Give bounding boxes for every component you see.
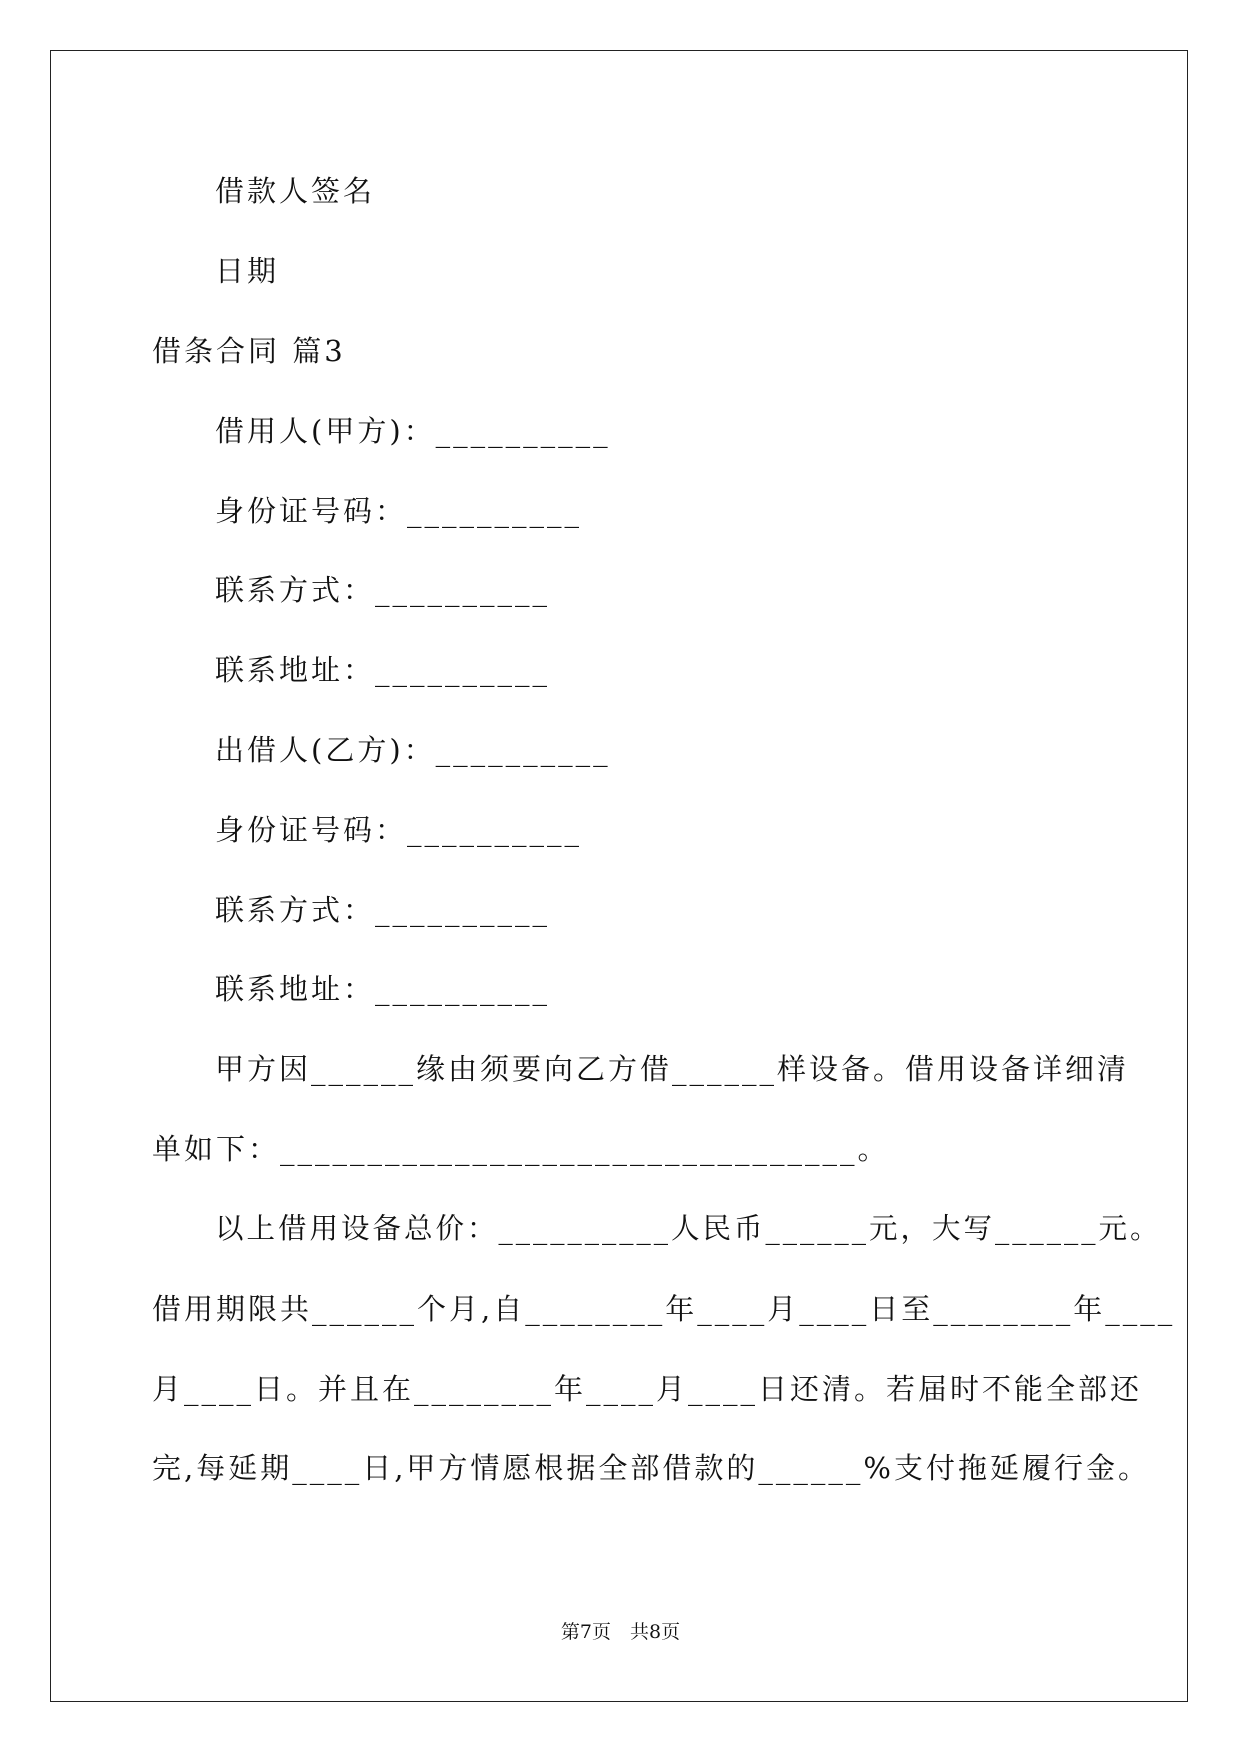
page-number-footer: 第7页 共8页 [560, 1621, 681, 1643]
party-a-contact-field: 联系方式：__________ [215, 573, 551, 607]
paragraph-line: 甲方因______缘由须要向乙方借______样设备。借用设备详细清 [215, 1052, 1130, 1086]
section-heading: 借条合同 篇3 [152, 334, 346, 368]
paragraph-line: 月____日。并且在________年____月____日还清。若届时不能全部还 [152, 1372, 1143, 1406]
party-b-field: 出借人(乙方)：__________ [215, 733, 611, 767]
party-a-field: 借用人(甲方)：__________ [215, 414, 611, 448]
party-a-address-field: 联系地址：__________ [215, 653, 551, 687]
date-label: 日期 [215, 254, 280, 288]
party-b-id-field: 身份证号码：__________ [215, 813, 583, 847]
party-b-contact-field: 联系方式：__________ [215, 893, 551, 927]
paragraph-line: 借用期限共______个月,自________年____月____日至________年____ [152, 1292, 1176, 1326]
paragraph-line: 以上借用设备总价：__________人民币______元，大写______元。 [215, 1212, 1162, 1245]
paragraph-line: 单如下：_________________________________。 [152, 1132, 890, 1166]
paragraph-line: 完,每延期____日,甲方情愿根据全部借款的______%支付拖延履行金。 [152, 1451, 1150, 1485]
party-b-address-field: 联系地址：__________ [215, 972, 551, 1006]
borrower-signature-label: 借款人签名 [215, 174, 376, 208]
party-a-id-field: 身份证号码：__________ [215, 494, 583, 528]
